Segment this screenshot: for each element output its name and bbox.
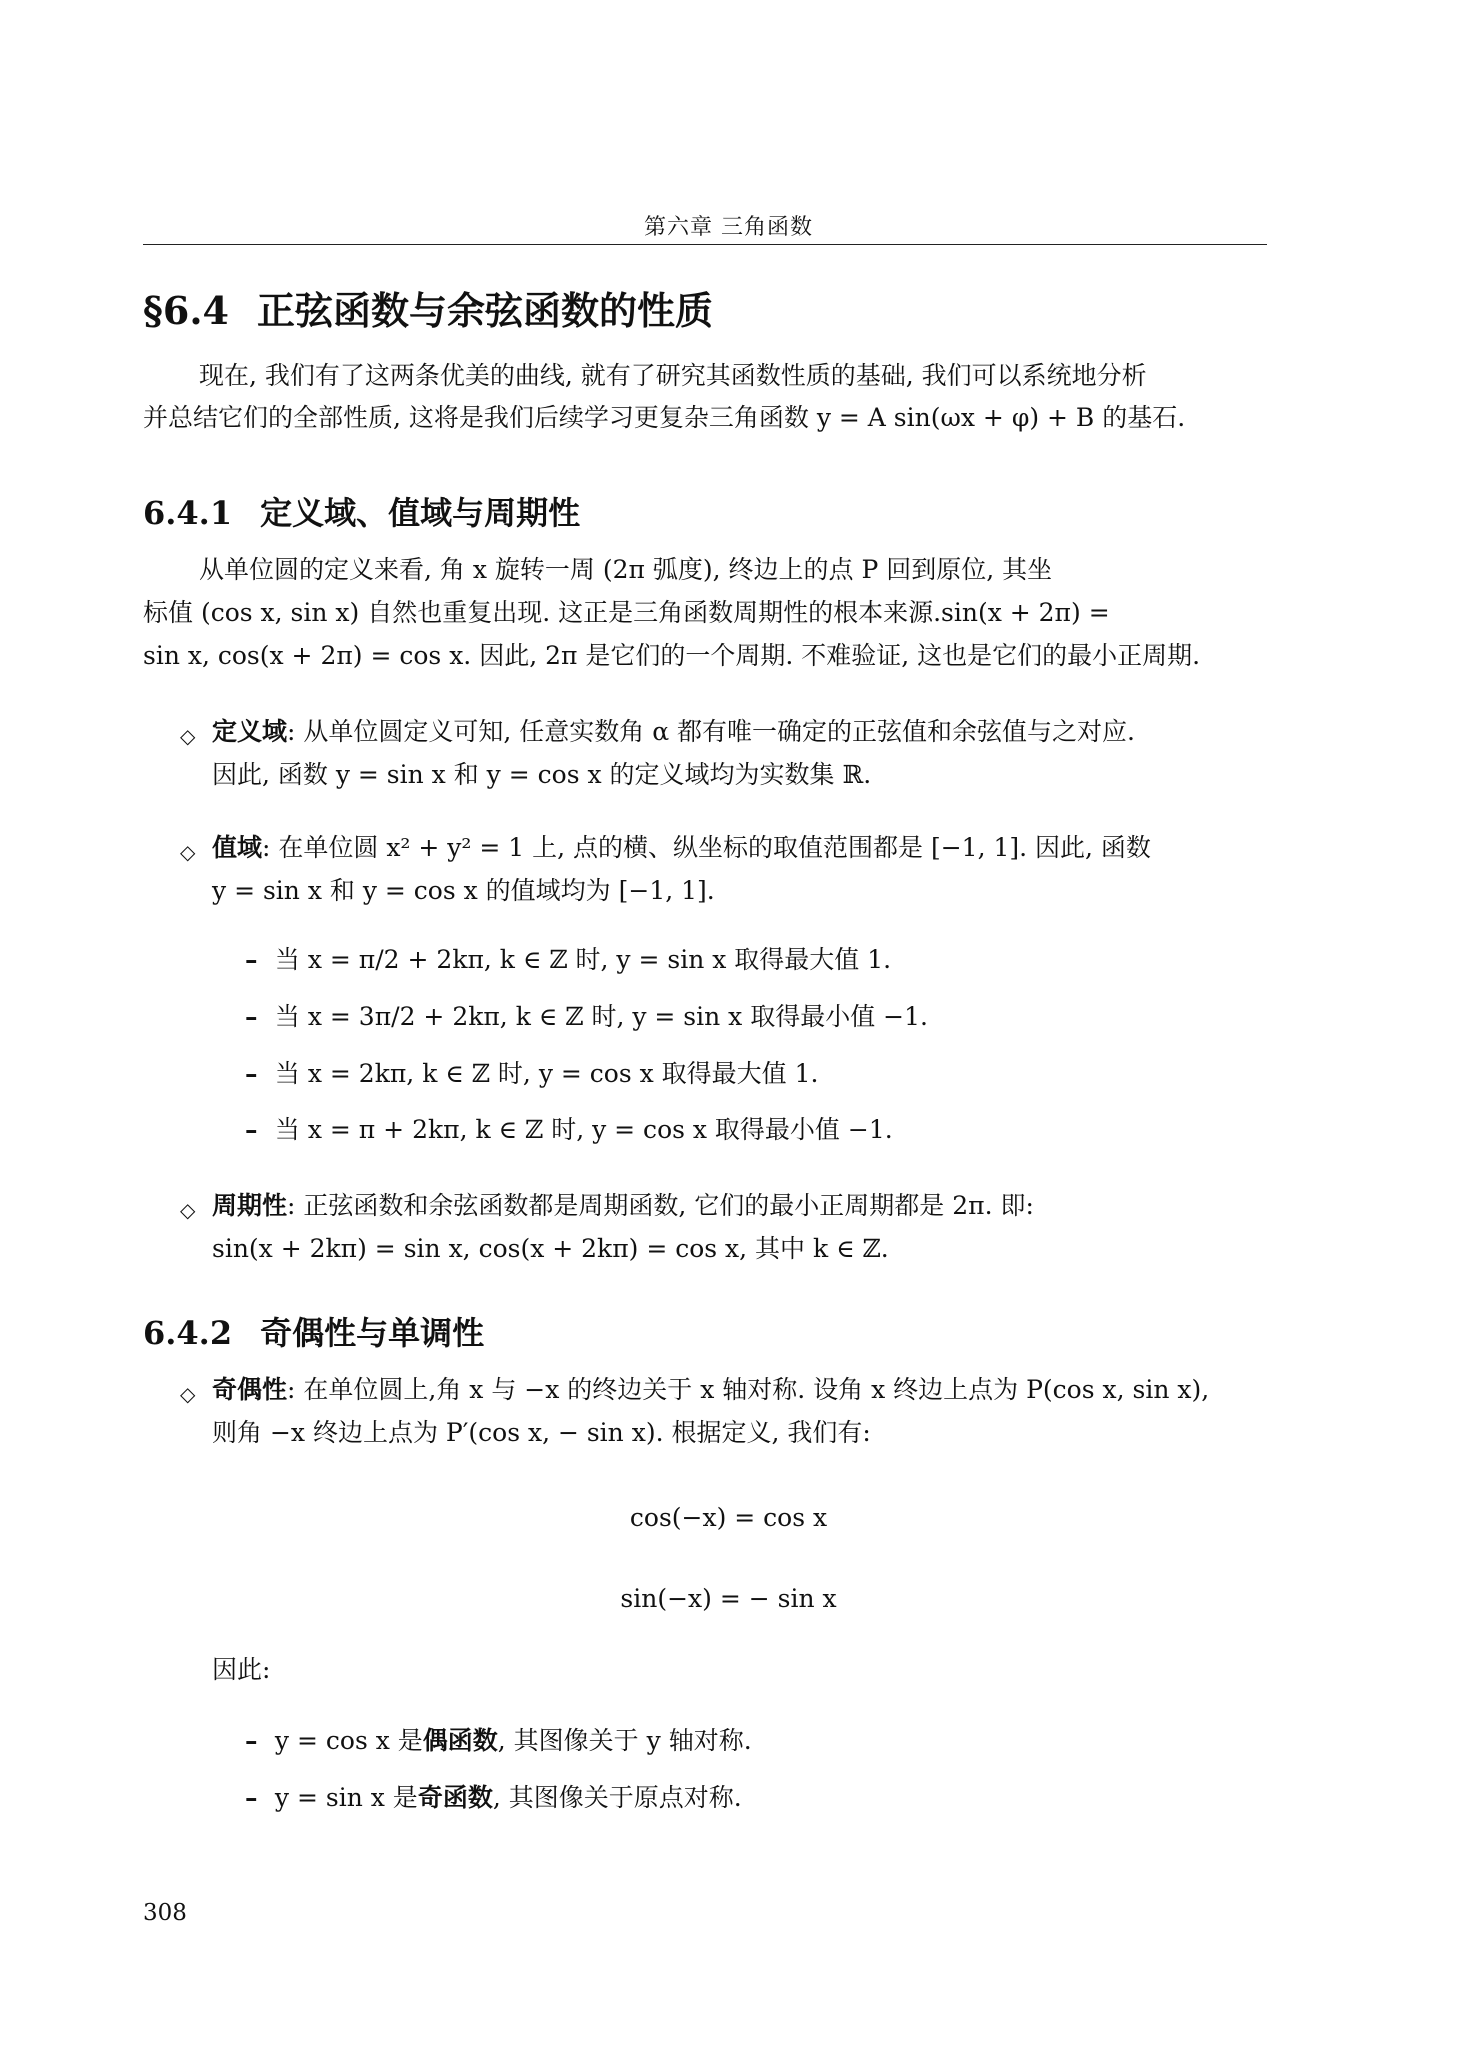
section-number: §6.4: [143, 288, 229, 333]
diamond-bullet-icon: ◇: [180, 840, 196, 864]
period-para-line-2: 标值 (cos x, sin x) 自然也重复出现. 这正是三角函数周期性的根本来源.sin(x + 2π) =: [143, 598, 1110, 627]
subsection-heading-1: [143, 488, 580, 534]
periodicity-text-1: : 正弦函数和余弦函数都是周期函数, 它们的最小正周期都是 2π. 即:: [287, 1191, 1034, 1220]
equation-sin: sin(−x) = − sin x: [620, 1584, 837, 1613]
domain-text-1: : 从单位圆定义可知, 任意实数角 α 都有唯一确定的正弦值和余弦值与之对应.: [287, 717, 1136, 746]
header-rule: [143, 244, 1267, 245]
range-item: – 当 x = π + 2kπ, k ∈ ℤ 时, y = cos x 取得最小值 −1.: [245, 1115, 893, 1144]
dash-bullet-icon: –: [245, 1059, 275, 1088]
intro-line-1: 现在, 我们有了这两条优美的曲线, 就有了研究其函数性质的基础, 我们可以系统地分析: [199, 361, 1147, 390]
period-para-line-1: 从单位圆的定义来看, 角 x 旋转一周 (2π 弧度), 终边上的点 P 回到原位, 其坐: [199, 555, 1053, 584]
range-item: – 当 x = 3π/2 + 2kπ, k ∈ ℤ 时, y = sin x 取得最小值 −1.: [245, 1002, 928, 1031]
parity-line-2: 则角 −x 终边上点为 P′(cos x, − sin x). 根据定义, 我们有:: [212, 1418, 871, 1447]
section-heading: [143, 280, 713, 335]
dash-bullet-icon: –: [245, 1726, 275, 1755]
subsection-title-2: 奇偶性与单调性: [260, 1314, 485, 1352]
range-item: – 当 x = π/2 + 2kπ, k ∈ ℤ 时, y = sin x 取得最大值 1.: [245, 945, 892, 974]
domain-line-1: [212, 716, 1135, 748]
diamond-bullet-icon: ◇: [180, 1382, 196, 1406]
periodicity-line-2: sin(x + 2kπ) = sin x, cos(x + 2kπ) = cos x, 其中 k ∈ ℤ.: [212, 1234, 889, 1263]
dash-bullet-icon: –: [245, 1115, 275, 1144]
therefore-text: 因此:: [212, 1655, 271, 1684]
range-item: – 当 x = 2kπ, k ∈ ℤ 时, y = cos x 取得最大值 1.: [245, 1059, 819, 1088]
periodicity-label: 周期性: [212, 1191, 288, 1220]
period-para-line-3: sin x, cos(x + 2π) = cos x. 因此, 2π 是它们的一个周期. 不难验证, 这也是它们的最小正周期.: [143, 641, 1201, 670]
dash-bullet-icon: –: [245, 1002, 275, 1031]
diamond-bullet-icon: ◇: [180, 724, 196, 748]
parity-text-1: : 在单位圆上,角 x 与 −x 的终边关于 x 轴对称. 设角 x 终边上点为 P(cos x, sin x),: [287, 1375, 1210, 1404]
dash-bullet-icon: –: [245, 1783, 275, 1812]
subsection-number-2: 6.4.2: [143, 1314, 233, 1352]
periodicity-line-1: [212, 1190, 1034, 1222]
diamond-bullet-icon: ◇: [180, 1198, 196, 1222]
intro-line-2: 并总结它们的全部性质, 这将是我们后续学习更复杂三角函数 y = A sin(ωx + φ) + B 的基石.: [143, 403, 1186, 432]
range-label: 值域: [212, 833, 263, 862]
equation-cos: cos(−x) = cos x: [629, 1503, 828, 1532]
section-title: 正弦函数与余弦函数的性质: [256, 289, 713, 333]
domain-line-2: 因此, 函数 y = sin x 和 y = cos x 的定义域均为实数集 ℝ.: [212, 760, 872, 789]
subsection-title-1: 定义域、值域与周期性: [260, 494, 581, 532]
range-text-1: : 在单位圆 x² + y² = 1 上, 点的横、纵坐标的取值范围都是 [−1, 1]. 因此, 函数: [262, 833, 1151, 862]
subsection-number-1: 6.4.1: [143, 494, 233, 532]
parity-item: – y = sin x 是奇函数, 其图像关于原点对称.: [245, 1783, 742, 1812]
parity-line-1: [212, 1374, 1209, 1406]
dash-bullet-icon: –: [245, 945, 275, 974]
page-number: 308: [143, 1900, 187, 1926]
domain-label: 定义域: [212, 717, 288, 746]
running-header: 第六章 三角函数: [644, 215, 813, 240]
parity-item: – y = cos x 是偶函数, 其图像关于 y 轴对称.: [245, 1726, 752, 1755]
range-line-2: y = sin x 和 y = cos x 的值域均为 [−1, 1].: [212, 876, 715, 905]
parity-label: 奇偶性: [212, 1375, 288, 1404]
range-line-1: [212, 832, 1151, 864]
subsection-heading-2: [143, 1308, 484, 1354]
